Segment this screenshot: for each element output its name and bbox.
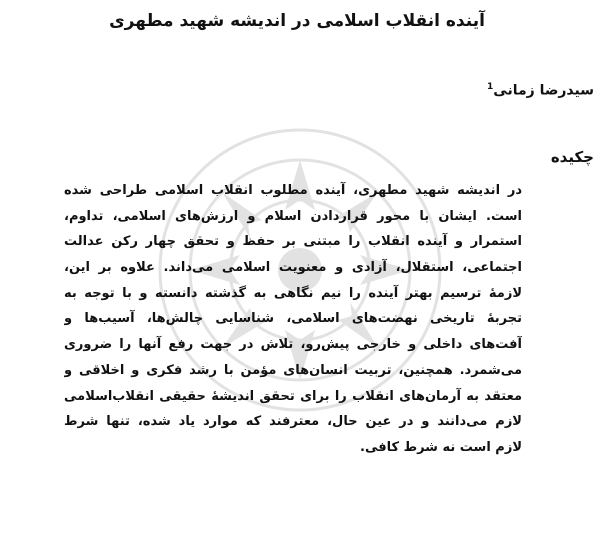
abstract-line: آفت‌های داخلی و خارجی پیش‌رو، تلاش در جهت رفع آنها را ضروری [64,337,522,353]
author-footnote-mark: 1 [487,82,494,92]
author-name [487,78,594,100]
abstract-line: تجربهٔ تاریخی نهضت‌های اسلامی، شناسایی چالش‌ها، آسیب‌ها و [64,311,522,327]
abstract-line: لازم است نه شرط کافی. [360,439,522,455]
abstract-line: در اندیشه شهید مطهری، آینده مطلوب انقلاب اسلامی طراحی شده [64,183,522,198]
abstract-line: استمرار و آینده انقلاب را مبتنی بر حفظ و تحقق چهار رکن عدالت [64,234,522,250]
author-name-text: سیدرضا زمانی [493,82,594,99]
abstract-line: اجتماعی، استقلال، آزادی و معنویت اسلامی می‌داند. علاوه بر این، [64,260,522,276]
abstract-line: می‌شمرد. همچنین، تربیت انسان‌های مؤمن با رشد فکری و اخلاقی و [64,362,522,378]
abstract-line: لازمهٔ ترسیم بهتر آینده را نیم نگاهی به گذشته دانسته و با توجه به [64,285,522,301]
abstract-line: است. ایشان با محور قراردادن اسلام و ارزش‌های اسلامی، تداوم، [64,208,522,224]
article-title: آینده انقلاب اسلامی در اندیشه شهید مطهری [109,11,485,31]
abstract-line: معتقد به آرمان‌های انقلاب را برای تحقق اندیشهٔ حقیقی انقلاب‌اسلامی [64,388,522,404]
abstract-body [64,178,522,461]
abstract-heading: چکیده [550,148,594,166]
abstract-line: لازم می‌دانند و در عین حال، معترفند که موارد یاد شده، تنها شرط [64,414,522,430]
